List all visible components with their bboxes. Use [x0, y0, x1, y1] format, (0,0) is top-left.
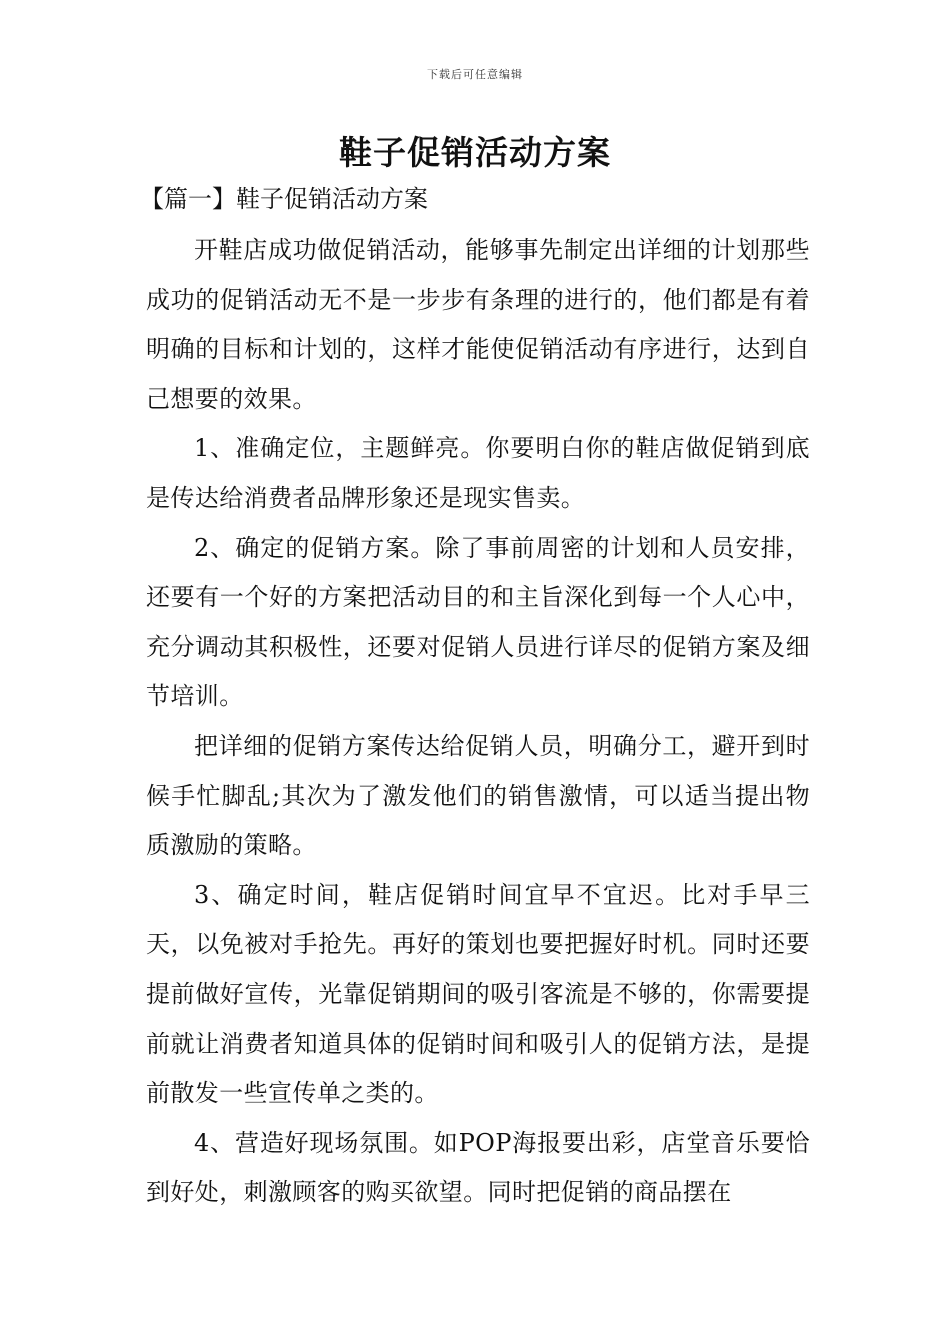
header-note: 下载后可任意编辑 [427, 68, 523, 81]
document-title: 鞋子促销活动方案 [339, 133, 611, 172]
paragraph-point-1: 1、准确定位，主题鲜亮。你要明白你的鞋店做促销到底是传达给消费者品牌形象还是现实售卖。 [146, 434, 810, 512]
paragraph-point-2: 2、确定的促销方案。除了事前周密的计划和人员安排，还要有一个好的方案把活动目的和主旨深化到每一个人心中，充分调动其积极性，还要对促销人员进行详尽的促销方案及细节培训。 [146, 533, 810, 711]
paragraph-intro: 开鞋店成功做促销活动，能够事先制定出详细的计划那些成功的促销活动无不是一步步有条理的进行的，他们都是有着明确的目标和计划的，这样才能使促销活动有序进行，达到自己想要的效果。 [146, 236, 810, 413]
document-body [146, 226, 810, 1218]
section-heading: 【篇一】鞋子促销活动方案 [140, 185, 428, 213]
paragraph-point-2-detail: 把详细的促销方案传达给促销人员，明确分工，避开到时候手忙脚乱;其次为了激发他们的销售激情，可以适当提出物质激励的策略。 [146, 731, 810, 860]
paragraph-point-4: 4、营造好现场氛围。如POP海报要出彩，店堂音乐要恰到好处，刺激顾客的购买欲望。同时把促销的商品摆在 [146, 1128, 810, 1207]
paragraph-point-3: 3、确定时间，鞋店促销时间宜早不宜迟。比对手早三天，以免被对手抢先。再好的策划也要把握好时机。同时还要提前做好宣传，光靠促销期间的吸引客流是不够的，你需要提前就让消费者知道具体的促销时间和吸引人的促销方法，是提前散发一些宣传单之类的。 [146, 880, 810, 1108]
